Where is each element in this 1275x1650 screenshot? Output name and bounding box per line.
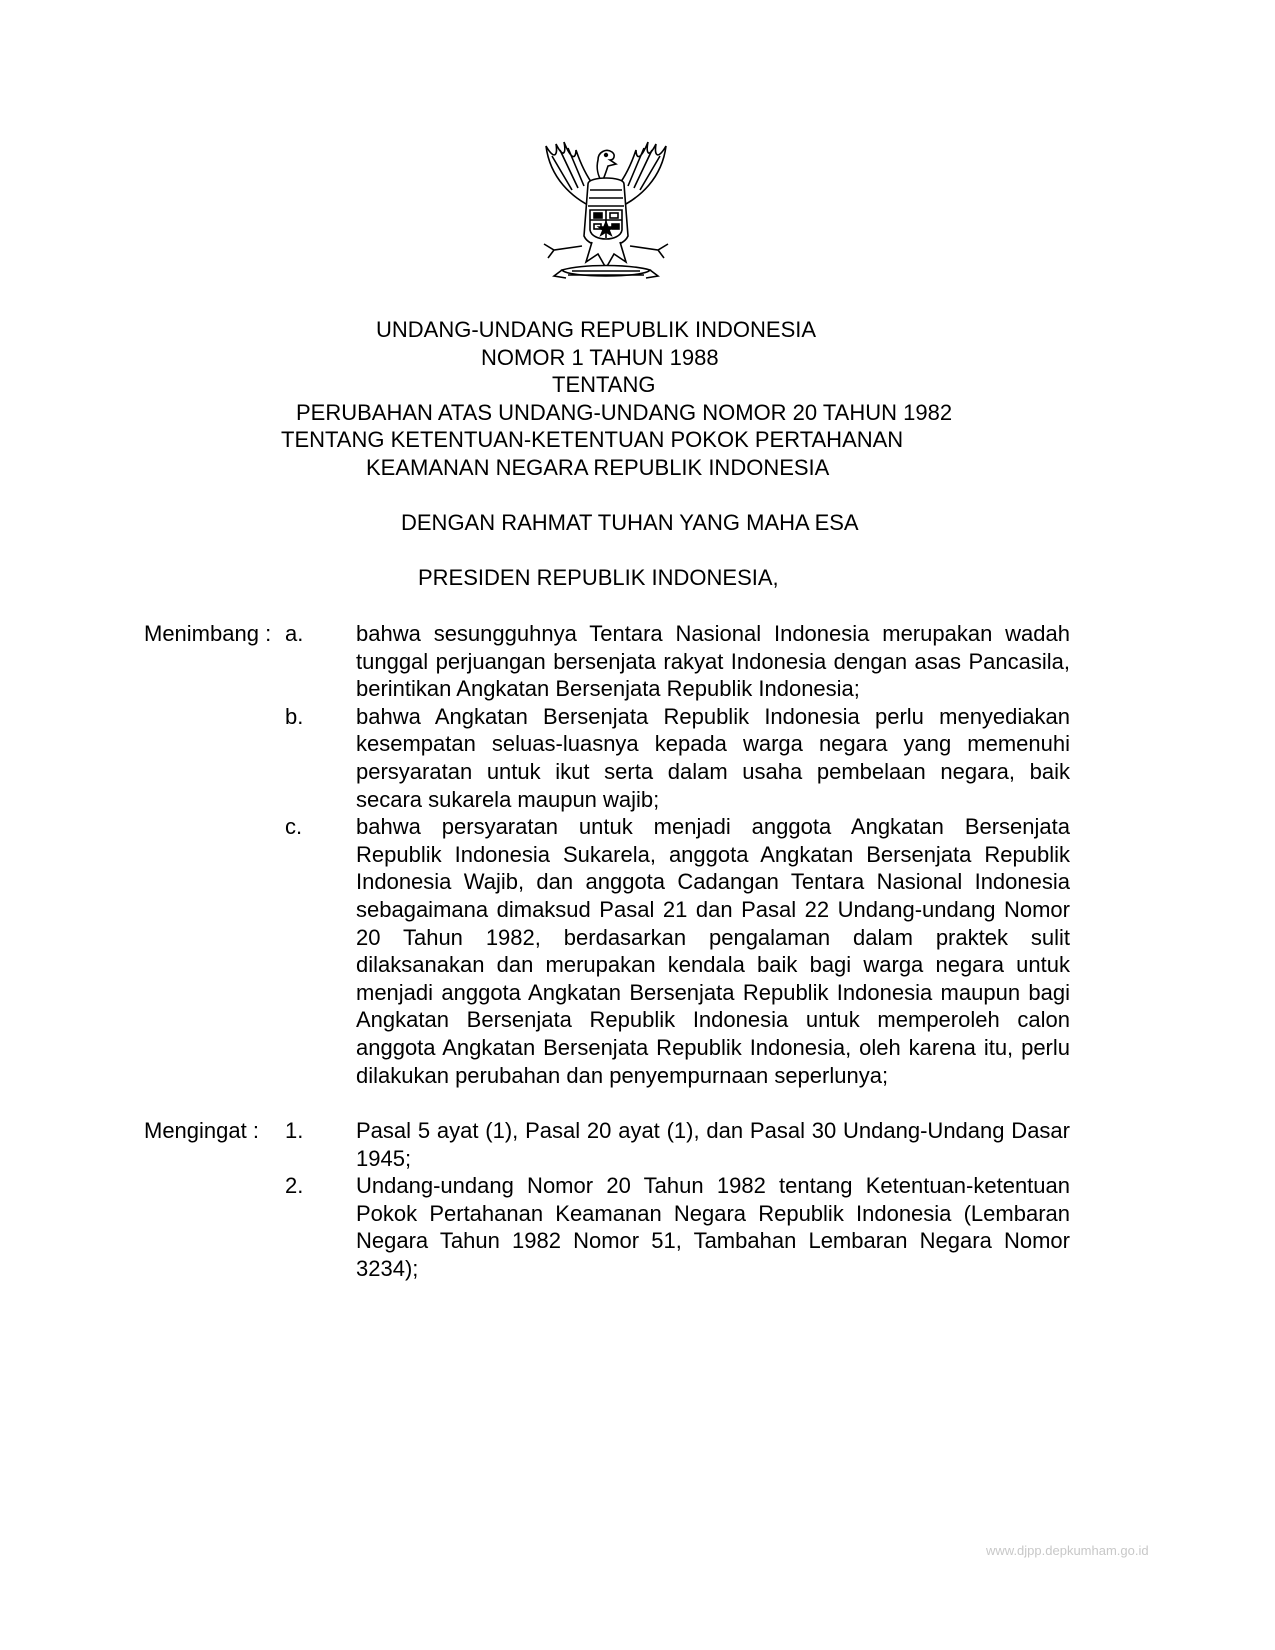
title-line-6: KEAMANAN NEGARA REPUBLIK INDONESIA (366, 455, 830, 480)
menimbang-item-a (0, 620, 1275, 703)
item-text: Pasal 5 ayat (1), Pasal 20 ayat (1), dan Pasal 30 Undang-Undang Dasar 1945; (356, 1118, 1070, 1171)
invocation: DENGAN RAHMAT TUHAN YANG MAHA ESA (401, 510, 859, 535)
title-line-1: UNDANG-UNDANG REPUBLIK INDONESIA (376, 317, 817, 342)
item-marker: 2. (285, 1173, 304, 1199)
mengingat-label: Mengingat : (144, 1118, 259, 1143)
menimbang-item-b (0, 703, 1275, 813)
item-text: bahwa persyaratan untuk menjadi anggota Angkatan Bersenjata Republik Indonesia Sukarela, anggota Angkatan Bersenjata Republik Indonesia Wajib, dan anggota Cadangan Tentara Nasional Indonesia sebagaimana dimaksud Pasal 21 dan Pasal 22 Undang-undang Nomor 20 Tahun 1982, berdasarkan pengalaman dalam praktek sulit dilaksanakan dan merupakan kendala baik bagi warga negara untuk menjadi anggota Angkatan Bersenjata Republik Indonesia maupun bagi Angkatan Bersenjata Republik Indonesia untuk memperoleh calon anggota Angkatan Bersenjata Republik Indonesia, oleh karena itu, perlu dilakukan perubahan dan penyempurnaan seperlunya; (356, 814, 1070, 1088)
source-watermark-link[interactable]: www.djpp.depkumham.go.id (986, 1543, 1149, 1558)
item-marker: c. (285, 814, 303, 840)
garuda-emblem-icon (532, 138, 680, 288)
title-line-3: TENTANG (552, 372, 656, 397)
item-marker: a. (285, 621, 304, 646)
item-text: bahwa Angkatan Bersenjata Republik Indonesia perlu menyediakan kesempatan seluas-luasnya kepada warga negara yang memenuhi persyaratan untuk ikut serta dalam usaha pembelaan negara, baik secara sukarela maupun wajib; (356, 703, 1070, 812)
menimbang-item-c (0, 813, 1275, 1089)
title-line-2: NOMOR 1 TAHUN 1988 (481, 345, 719, 370)
title-line-4: PERUBAHAN ATAS UNDANG-UNDANG NOMOR 20 TAHUN 1982 (296, 400, 953, 425)
menimbang-label: Menimbang : (144, 621, 272, 646)
item-text: Undang-undang Nomor 20 Tahun 1982 tentang Ketentuan-ketentuan Pokok Pertahanan Keamanan Negara Republik Indonesia (Lembaran Negara Tahun 1982 Nomor 51, Tambahan Lembaran Negara Nomor 3234); (356, 1173, 1070, 1281)
item-text: bahwa sesungguhnya Tentara Nasional Indonesia merupakan wadah tunggal perjuangan bersenjata rakyat Indonesia dengan asas Pancasila, berintikan Angkatan Bersenjata Republik Indonesia; (356, 621, 1070, 702)
president-heading: PRESIDEN REPUBLIK INDONESIA, (418, 565, 779, 590)
item-marker: b. (285, 703, 304, 729)
mengingat-section (0, 1117, 1275, 1283)
mengingat-item-1 (0, 1117, 1275, 1172)
mengingat-item-2 (0, 1172, 1275, 1282)
title-line-5: TENTANG KETENTUAN-KETENTUAN POKOK PERTAHANAN (281, 427, 904, 452)
menimbang-section (0, 620, 1275, 1089)
item-marker: 1. (285, 1118, 304, 1143)
